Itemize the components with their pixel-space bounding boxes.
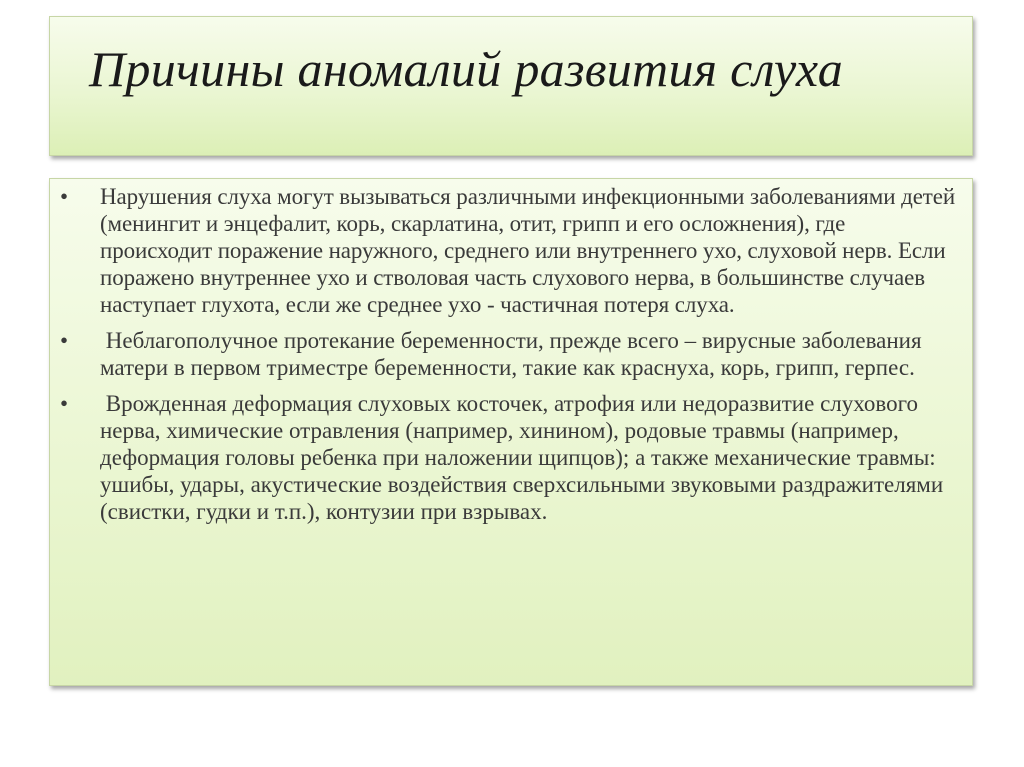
- bullet-icon: •: [60, 328, 69, 353]
- bullet-icon: •: [60, 391, 69, 416]
- bullet-icon: •: [60, 184, 69, 209]
- bullet-list: [50, 183, 972, 534]
- bullet-item-congenital: [50, 390, 972, 525]
- slide-title: Причины аномалий развития слуха: [89, 41, 844, 97]
- bullet-item-pregnancy: [50, 327, 972, 381]
- title-box: [49, 16, 973, 156]
- bullet-text: Нарушения слуха могут вызываться различными инфекционными заболеваниями детей (менингит и энцефалит, корь, скарлатина, отит, грипп и его осложнения), где происходит поражение наружного, среднего или внутреннего ухо, слуховой нерв. Если поражено внутреннее ухо и стволовая часть слухового нерва, в большинстве случаев наступает глухота, если же среднее ухо - частичная потеря слуха.: [100, 184, 956, 317]
- bullet-text: Неблагополучное протекание беременности, прежде всего – вирусные заболевания матери в первом триместре беременности, такие как краснуха, корь, грипп, герпес.: [100, 328, 928, 380]
- content-box: [49, 178, 973, 686]
- bullet-text: Врожденная деформация слуховых косточек, атрофия или недоразвитие слухового нерва, химические отравления (например, хинином), родовые травмы (например, деформация головы ребенка при наложении щипцов); а также механические травмы: ушибы, удары, акустические воздействия сверхсильными звуковыми раздражителями (свистки, гудки и т.п.), контузии при взрывах.: [100, 391, 949, 524]
- bullet-item-infections: [50, 183, 972, 318]
